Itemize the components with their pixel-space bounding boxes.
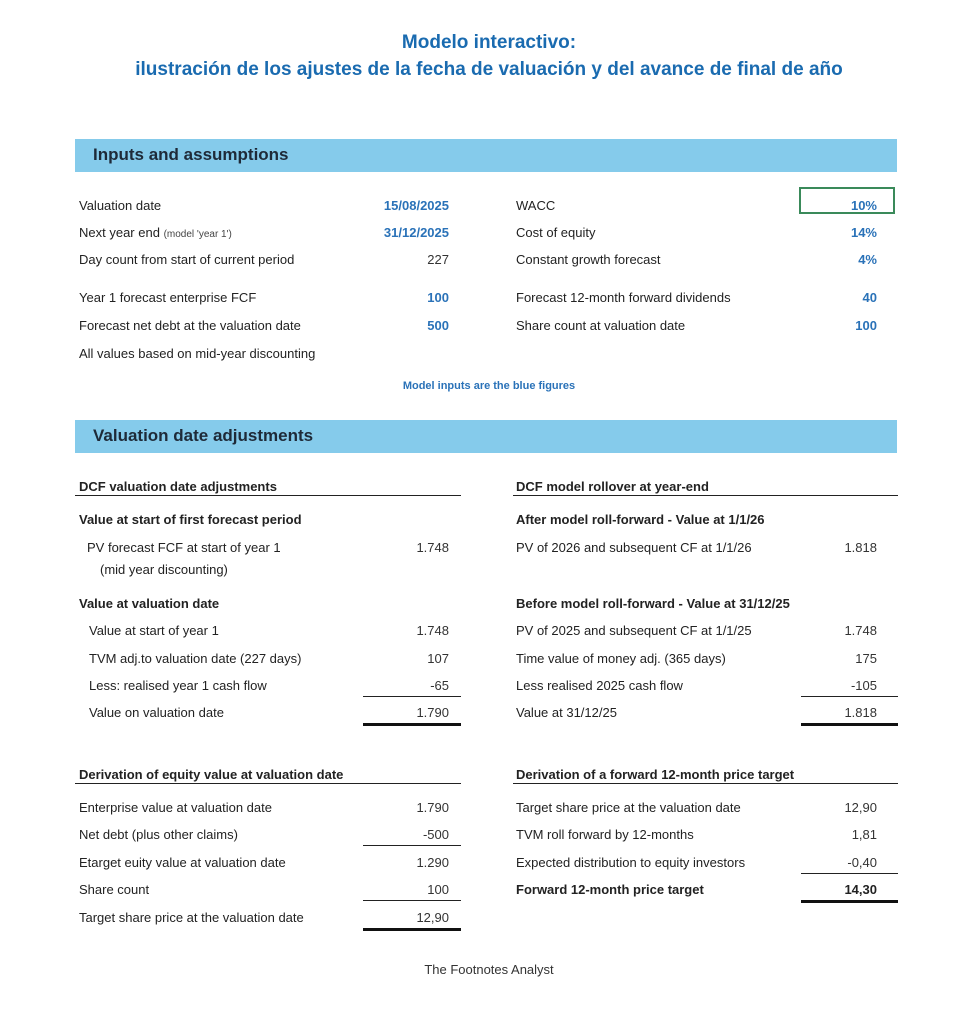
divider [75,495,461,496]
year1-fcf-label: Year 1 forecast enterprise FCF [79,290,257,305]
page-title-line1: Modelo interactivo: [401,32,577,53]
dcf-right-title: DCF model rollover at year-end [516,479,709,494]
net-debt-value[interactable]: 500 [427,318,449,333]
dividends-label: Forecast 12-month forward dividends [516,290,731,305]
equity-row-value: 1.790 [416,800,449,815]
share-count-value[interactable]: 100 [855,318,877,333]
dcf-right-total-value: 1.818 [844,705,877,720]
dividends-value[interactable]: 40 [862,290,877,305]
pv-2026-value: 1.818 [844,540,877,555]
pv-fcf-label2: (mid year discounting) [100,562,228,577]
subtotal-line [801,873,898,874]
page-title-line2: ilustración de los ajustes de la fecha de valuación y del avance de final de año [135,59,843,80]
equity-row-value: 100 [427,882,449,897]
dcf-left-row-value: 107 [427,651,449,666]
next-year-end-value[interactable]: 31/12/2025 [383,225,449,240]
share-count-label: Share count at valuation date [516,318,686,333]
dcf-right-row-label: Less realised 2025 cash flow [516,678,683,693]
equity-row-label: Share count [79,882,150,897]
dcf-right-row-value: 1.748 [844,623,877,638]
inputs-section-header [75,139,897,172]
day-count-value: 227 [427,252,449,267]
dcf-left-sub2: Value at valuation date [79,596,220,611]
total-line [363,928,461,931]
cost-of-equity-value[interactable]: 14% [850,225,877,240]
dcf-right-row-value: -105 [850,678,877,693]
price-total-value: 14,30 [844,882,877,897]
dcf-right-sub1: After model roll-forward - Value at 1/1/26 [516,512,765,527]
valuation-date-value[interactable]: 15/08/2025 [383,198,449,213]
equity-row-label: Net debt (plus other claims) [79,827,238,842]
subtotal-line [801,696,898,697]
growth-label: Constant growth forecast [516,252,661,267]
divider [513,495,898,496]
price-row-label: Target share price at the valuation date [516,800,741,815]
wacc-value[interactable]: 10% [850,198,877,213]
year1-fcf-value[interactable]: 100 [427,290,449,305]
next-year-end-note: (model 'year 1') [163,229,232,240]
price-row-value: -0,40 [847,855,877,870]
model-inputs-note: Model inputs are the blue figures [402,380,576,392]
mid-year-note: All values based on mid-year discounting [79,346,316,361]
dcf-left-row-label: TVM adj.to valuation date (227 days) [89,651,302,666]
divider [513,783,898,784]
day-count-label: Day count from start of current period [79,252,295,267]
dcf-left-total-value: 1.790 [416,705,449,720]
equity-row-label: Etarget euity value at valuation date [79,855,286,870]
equity-row-value: -500 [422,827,449,842]
adjustments-heading: Valuation date adjustments [93,426,314,445]
dcf-left-row-label: Less: realised year 1 cash flow [89,678,267,693]
total-line [363,723,461,726]
growth-value[interactable]: 4% [858,252,877,267]
next-year-end-label [79,225,232,243]
equity-total-value: 12,90 [416,910,449,925]
total-line [801,723,898,726]
dcf-right-row-value: 175 [855,651,877,666]
pv-fcf-label: PV forecast FCF at start of year 1 [87,540,281,555]
footer-credit: The Footnotes Analyst [424,962,554,977]
equity-title: Derivation of equity value at valuation date [79,767,344,782]
cost-of-equity-label: Cost of equity [516,225,596,240]
total-line [801,900,898,903]
dcf-left-sub1: Value at start of first forecast period [79,512,302,527]
valuation-date-label: Valuation date [79,198,162,213]
price-row-label: TVM roll forward by 12-months [516,827,694,842]
wacc-label: WACC [516,198,556,213]
dcf-right-row-label: PV of 2025 and subsequent CF at 1/1/25 [516,623,752,638]
dcf-left-total-label: Value on valuation date [89,705,224,720]
next-year-end-text: Next year end [79,225,160,240]
equity-row-label: Enterprise value at valuation date [79,800,272,815]
equity-row-value: 1.290 [416,855,449,870]
net-debt-label: Forecast net debt at the valuation date [79,318,301,333]
price-row-value: 1,81 [851,827,877,842]
dcf-left-row-value: -65 [430,678,449,693]
price-total-label: Forward 12-month price target [516,882,704,897]
subtotal-line [363,900,461,901]
divider [75,783,461,784]
price-row-label: Expected distribution to equity investors [516,855,746,870]
pv-fcf-value: 1.748 [416,540,449,555]
equity-total-label: Target share price at the valuation date [79,910,304,925]
dcf-right-row-label: Time value of money adj. (365 days) [516,651,726,666]
dcf-left-row-value: 1.748 [416,623,449,638]
adjustments-section-header [75,420,897,453]
price-row-value: 12,90 [844,800,877,815]
subtotal-line [363,696,461,697]
dcf-left-row-label: Value at start of year 1 [89,623,219,638]
subtotal-line [363,845,461,846]
pv-2026-label: PV of 2026 and subsequent CF at 1/1/26 [516,540,752,555]
price-title: Derivation of a forward 12-month price target [516,767,795,782]
inputs-heading: Inputs and assumptions [93,145,289,164]
dcf-left-title: DCF valuation date adjustments [79,479,277,494]
dcf-right-sub2: Before model roll-forward - Value at 31/12/25 [516,596,790,611]
dcf-right-total-label: Value at 31/12/25 [516,705,617,720]
